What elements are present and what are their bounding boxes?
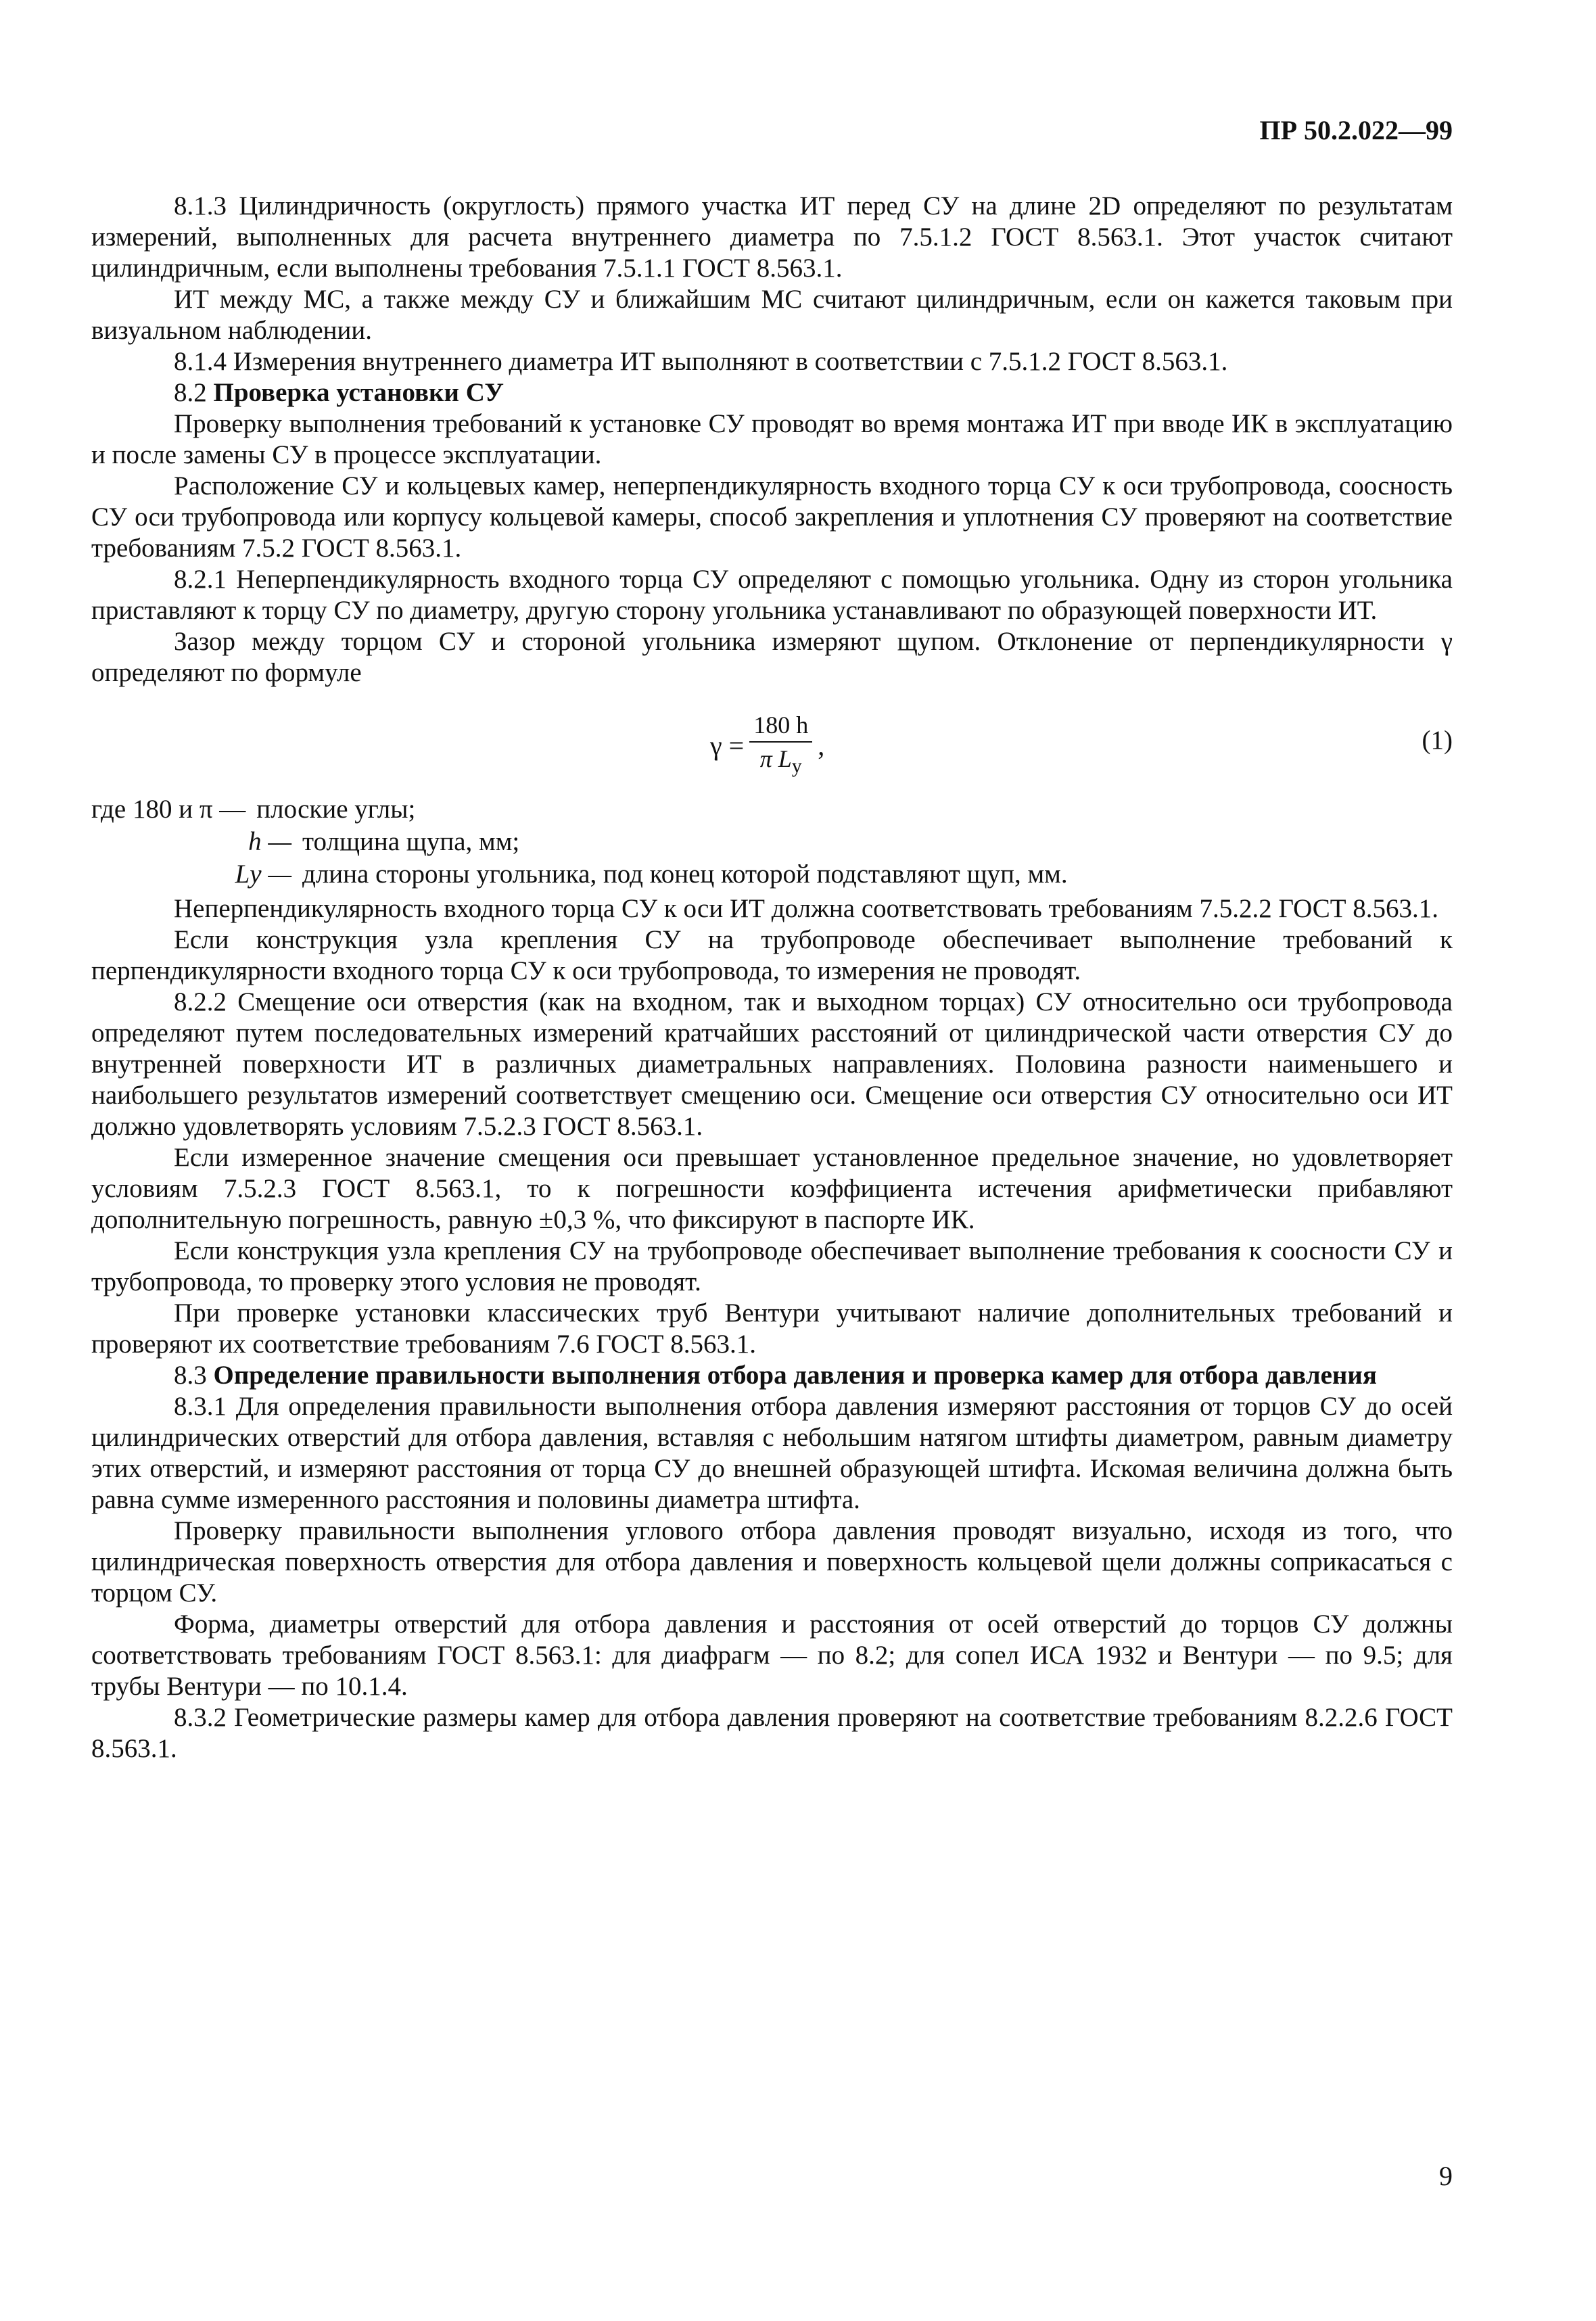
- where-symbol-h: h —: [248, 827, 291, 856]
- document-header-id: ПР 50.2.022—99: [1259, 115, 1453, 145]
- paragraph-8-2-b: Расположение СУ и кольцевых камер, неперпендикулярность входного торца СУ к оси трубопровода, соосность СУ оси трубопровода или корпусу кольцевой камеры, способ закрепления и уплотнения СУ проверяют на соответствие требованиям 7.5.2 ГОСТ 8.563.1.: [91, 471, 1453, 563]
- where-symbol-2: [91, 826, 302, 858]
- paragraph-gap-measure: Зазор между торцом СУ и стороной угольника измеряют щупом. Отклонение от перпендикулярности γ определяют по формуле: [91, 627, 1453, 687]
- where-row-1: [91, 793, 1453, 826]
- paragraph-tap-form: Форма, диаметры отверстий для отбора давления и расстояния от осей отверстий до торцов СУ должны соответствовать требованиям ГОСТ 8.563.1: для диафрагм — по 8.2; для сопел ИСА 1932 и Вентури — по 9.5; для трубы Вентури — по 10.1.4.: [91, 1610, 1453, 1701]
- formula-denominator-sub: у: [791, 755, 802, 778]
- paragraph-offset-exceed: Если измеренное значение смещения оси превышает установленное предельное значение, но удовлетворяет условиям 7.5.2.3 ГОСТ 8.563.1, то к погрешности коэффициента истечения арифметически прибавляют дополнительную погрешность, равную ±0,3 %, что фиксируют в паспорте ИК.: [91, 1143, 1453, 1234]
- section-heading-8-2: [91, 377, 1453, 408]
- section-title-8-3: Определение правильности выполнения отбора давления и проверка камер для отбора давления: [213, 1361, 1377, 1390]
- section-number-8-3: 8.3: [174, 1361, 207, 1390]
- formula-denominator-wrap: [760, 743, 802, 781]
- section-heading-8-3: [91, 1360, 1453, 1391]
- where-text-2: толщина щупа, мм;: [302, 827, 520, 856]
- paragraph-it-cylindrical: ИТ между МС, а также между СУ и ближайшим МС считают цилиндричным, если он кажется таковым при визуальном наблюдении.: [91, 285, 1453, 345]
- paragraph-nonperp-skip: Если конструкция узла крепления СУ на трубопроводе обеспечивает выполнение требований к перпендикулярности входного торца СУ к оси трубопровода, то измерения не проводят.: [91, 925, 1453, 985]
- where-symbol-ly: Lу —: [235, 860, 291, 889]
- paragraph-8-3-1: 8.3.1 Для определения правильности выполнения отбора давления измеряют расстояния от торцов СУ до осей цилиндрических отверстий для отбора давления, вставляя с небольшим натягом штифты диаметром, равным диаметру этих отверстий, и измеряют расстояния от торца СУ до внешней образующей штифта. Искомая величина должна быть равна сумме измеренного расстояния и половины диаметра штифта.: [91, 1392, 1453, 1514]
- paragraph-8-3-2: 8.3.2 Геометрические размеры камер для отбора давления проверяют на соответствие требованиям 8.2.2.6 ГОСТ 8.563.1.: [91, 1703, 1453, 1763]
- paragraph-8-2-1: 8.2.1 Неперпендикулярность входного торца СУ определяют с помощью угольника. Одну из сторон угольника приставляют к торцу СУ по диаметру, другую сторону угольника устанавливают по образующей поверхности ИТ.: [91, 565, 1453, 625]
- paragraph-8-1-4: 8.1.4 Измерения внутреннего диаметра ИТ выполняют в соответствии с 7.5.1.2 ГОСТ 8.563.1.: [174, 347, 1228, 376]
- paragraph-8-2-2: 8.2.2 Смещение оси отверстия (как на входном, так и выходном торцах) СУ относительно оси трубопровода определяют путем последовательных измерений кратчайших расстояний от цилиндрической части отверстия СУ до внутренней поверхности ИТ в различных диаметральных направлениях. Половина разности наименьшего и наибольшего результатов измерений соответствует смещению оси. Смещение оси отверстия СУ относительно оси ИТ должно удовлетворять условиям 7.5.2.3 ГОСТ 8.563.1.: [91, 987, 1453, 1141]
- paragraph-coaxial-skip: Если конструкция узла крепления СУ на трубопроводе обеспечивает выполнение требования к соосности СУ и трубопровода, то проверку этого условия не проводят.: [91, 1236, 1453, 1296]
- paragraph-8-1-3: 8.1.3 Цилиндричность (округлость) прямого участка ИТ перед СУ на длине 2D определяют по результатам измерений, выполненных для расчета внутреннего диаметра по 7.5.1.2 ГОСТ 8.563.1. Этот участок считают цилиндричным, если выполнены требования 7.5.1.1 ГОСТ 8.563.1.: [91, 191, 1453, 283]
- formula-1: [710, 710, 824, 781]
- where-intro: где 180 и π —: [91, 795, 246, 824]
- formula-denominator: π L: [759, 745, 792, 772]
- document-body: [91, 191, 1453, 1764]
- formula-block: [91, 698, 1453, 782]
- section-title-8-2: Проверка установки СУ: [213, 378, 504, 407]
- paragraph-venturi: При проверке установки классических труб Вентури учитывают наличие дополнительных требований и проверяют их соответствие требованиям 7.6 ГОСТ 8.563.1.: [91, 1298, 1453, 1359]
- paragraph-corner-tap: Проверку правильности выполнения углового отбора давления проводят визуально, исходя из того, что цилиндрическая поверхность отверстия для отбора давления и поверхность кольцевой щели должны соприкасаться с торцом СУ.: [91, 1516, 1453, 1608]
- paragraph-8-2-a: Проверку выполнения требований к установке СУ проводят во время монтажа ИТ при вводе ИК в эксплуатацию и после замены СУ в процессе эксплуатации.: [91, 409, 1453, 469]
- formula-fraction: [749, 710, 812, 781]
- section-number-8-2: 8.2: [174, 378, 207, 407]
- paragraph-nonperp-req: Неперпендикулярность входного торца СУ к оси ИТ должна соответствовать требованиям 7.5.2.2 ГОСТ 8.563.1.: [174, 894, 1439, 923]
- where-row-2: [91, 826, 1453, 858]
- where-text-3: длина стороны угольника, под конец которой подставляют щуп, мм.: [302, 860, 1068, 889]
- formula-lhs: γ =: [710, 730, 745, 761]
- page-number: 9: [1439, 2161, 1453, 2191]
- where-symbol-3: [91, 858, 302, 891]
- formula-numerator: 180 h: [749, 710, 812, 743]
- where-block: [91, 793, 1453, 891]
- where-text-1: плоские углы;: [256, 795, 416, 824]
- equation-number: (1): [1422, 726, 1453, 755]
- formula-tail: ,: [818, 730, 825, 761]
- where-row-3: [91, 858, 1453, 891]
